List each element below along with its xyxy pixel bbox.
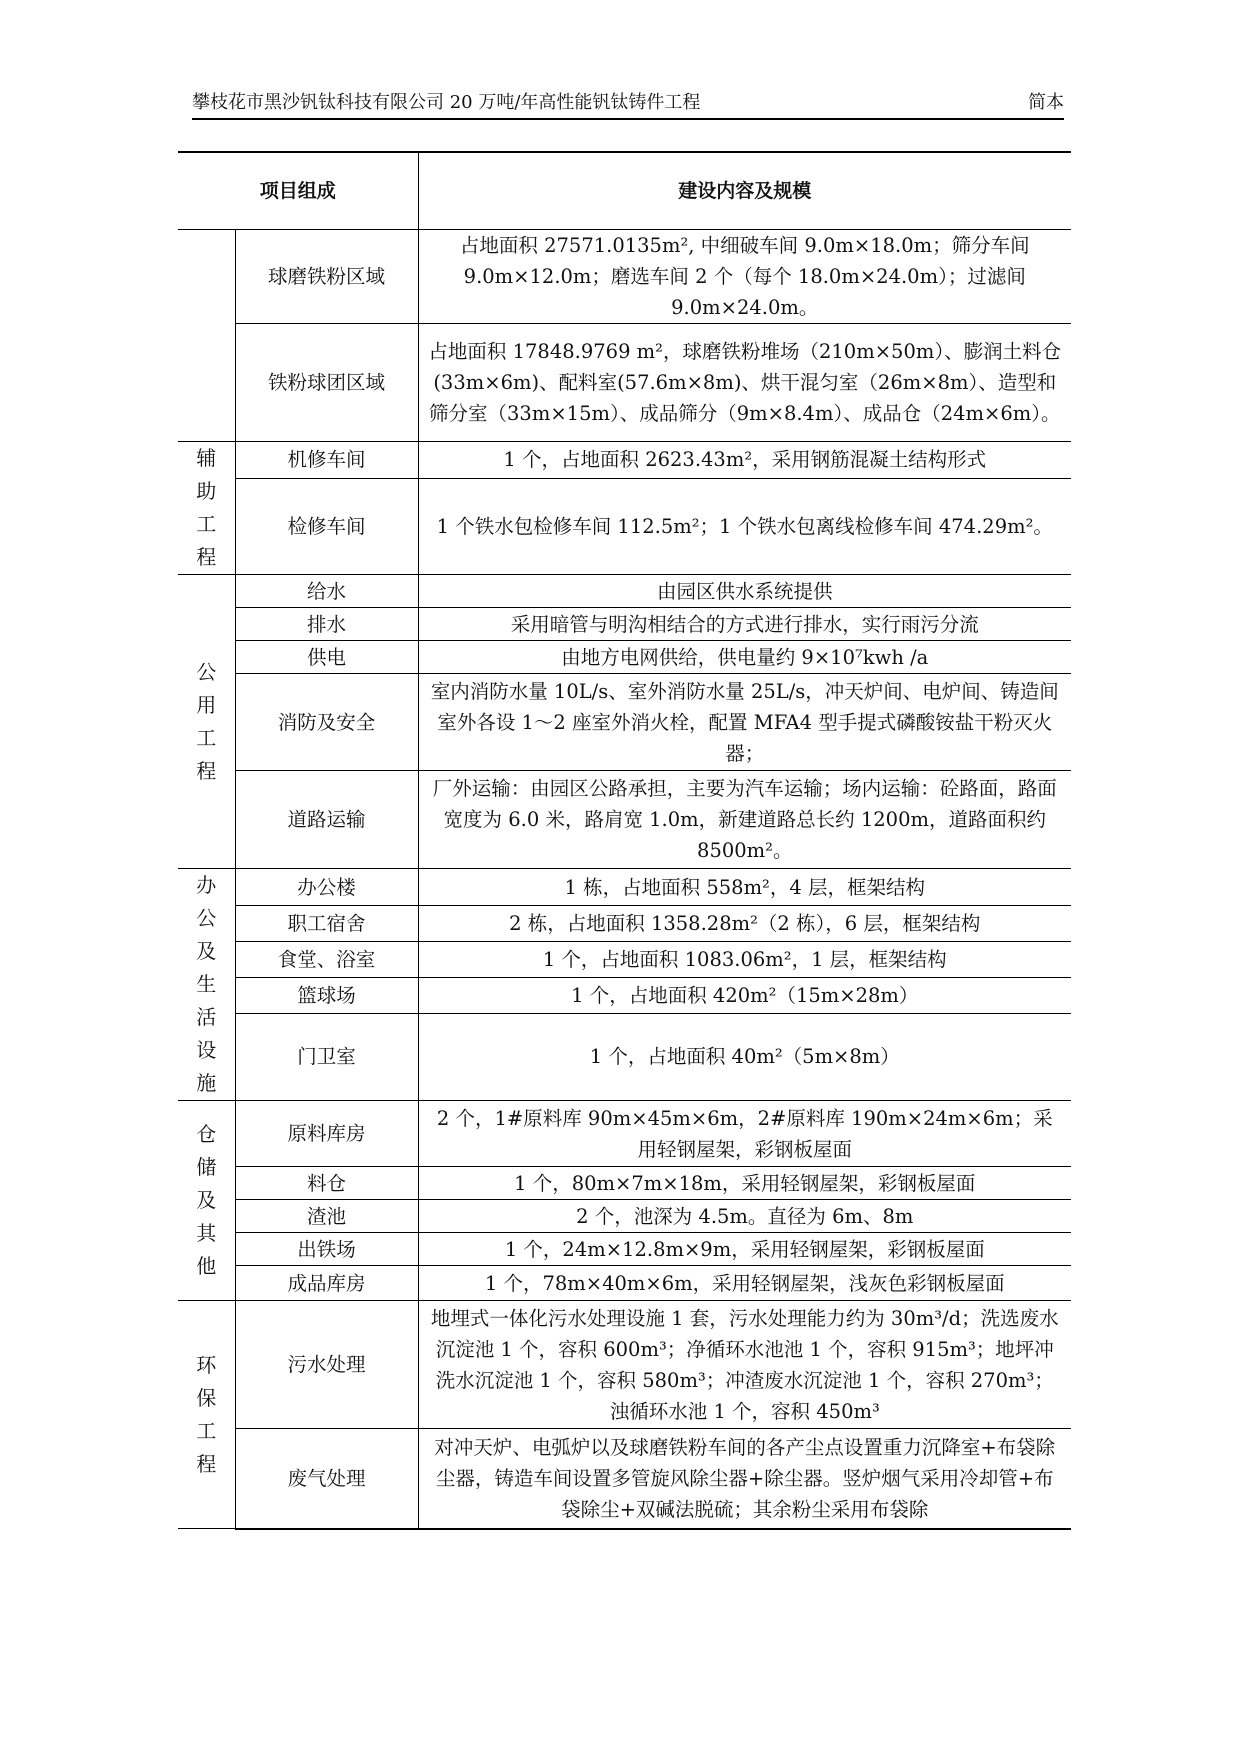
group-cell: 环保工程 [178,1301,235,1529]
content-cell: 地埋式一体化污水处理设施 1 套，污水处理能力约为 30m³/d；洗选废水沉淀池 1 个，容积 600m³；净循环水池池 1 个，容积 915m³；地坪冲洗水沉淀池 1 个，容积 580m³；冲渣废水沉淀池 1 个，容积 270m³；浊循环水池 1 个，容积 450m³ [418,1301,1071,1429]
content-cell: 1 个铁水包检修车间 112.5m²；1 个铁水包离线检修车间 474.29m²。 [418,478,1071,574]
content-cell: 1 个，占地面积 420m²（15m×28m） [418,977,1071,1013]
content-cell: 2 个，1#原料库 90m×45m×6m，2#原料库 190m×24m×6m；采用轻钢屋架，彩钢板屋面 [418,1101,1071,1167]
content-cell: 1 个，78m×40m×6m，采用轻钢屋架，浅灰色彩钢板屋面 [418,1266,1071,1301]
table-row [178,442,1071,479]
group-cell [178,230,235,442]
table-row [178,1167,1071,1200]
header-title: 攀枝花市黑沙钒钛科技有限公司 20 万吨/年高性能钒钛铸件工程 [192,92,701,113]
header-section-label: 简本 [1028,92,1064,113]
item-cell: 给水 [235,575,418,608]
table-row [178,1013,1071,1100]
table-row [178,941,1071,977]
group-cell: 公用工程 [178,575,235,869]
content-cell: 由地方电网供给，供电量约 9×10⁷kwh /a [418,641,1071,674]
item-cell: 食堂、浴室 [235,941,418,977]
item-cell: 铁粉球团区域 [235,324,418,442]
table-row [178,977,1071,1013]
page-header [192,88,1064,120]
item-cell: 办公楼 [235,869,418,906]
table-row [178,1101,1071,1167]
content-cell: 室内消防水量 10L/s、室外消防水量 25L/s，冲天炉间、电炉间、铸造间室外各设 1～2 座室外消火栓，配置 MFA4 型手提式磷酸铵盐干粉灭火器； [418,674,1071,771]
content-cell: 占地面积 17848.9769 m²，球磨铁粉堆场（210m×50m）、膨润土料仓(33m×6m)、配料室(57.6m×8m)、烘干混匀室（26m×8m）、造型和筛分室（33m×15m）、成品筛分（9m×8.4m）、成品仓（24m×6m）。 [418,324,1071,442]
item-cell: 料仓 [235,1167,418,1200]
table-row [178,906,1071,942]
item-cell: 球磨铁粉区域 [235,230,418,324]
header-content: 建设内容及规模 [418,152,1071,230]
content-cell: 1 个，占地面积 40m²（5m×8m） [418,1013,1071,1100]
item-cell: 职工宿舍 [235,906,418,942]
item-cell: 排水 [235,608,418,641]
item-cell: 检修车间 [235,478,418,574]
item-cell: 机修车间 [235,442,418,479]
table-row [178,1233,1071,1266]
item-cell: 废气处理 [235,1429,418,1529]
project-composition-table [178,151,1071,1530]
table-header-row [178,152,1071,230]
table-row [178,478,1071,574]
table-row [178,324,1071,442]
item-cell: 成品库房 [235,1266,418,1301]
table-row [178,869,1071,906]
content-cell: 采用暗管与明沟相结合的方式进行排水，实行雨污分流 [418,608,1071,641]
table-row [178,1200,1071,1233]
item-cell: 出铁场 [235,1233,418,1266]
group-cell: 辅助工程 [178,442,235,575]
item-cell: 供电 [235,641,418,674]
table-row [178,1429,1071,1529]
content-cell: 2 栋，占地面积 1358.28m²（2 栋），6 层，框架结构 [418,906,1071,942]
table-row [178,641,1071,674]
header-composition: 项目组成 [178,152,418,230]
content-cell: 1 个，24m×12.8m×9m，采用轻钢屋架，彩钢板屋面 [418,1233,1071,1266]
content-cell: 占地面积 27571.0135m², 中细破车间 9.0m×18.0m；筛分车间 9.0m×12.0m；磨选车间 2 个（每个 18.0m×24.0m）；过滤间 9.0m×24.0m。 [418,230,1071,324]
content-cell: 2 个，池深为 4.5m。直径为 6m、8m [418,1200,1071,1233]
item-cell: 篮球场 [235,977,418,1013]
content-cell: 由园区供水系统提供 [418,575,1071,608]
item-cell: 污水处理 [235,1301,418,1429]
group-cell: 仓储及其他 [178,1101,235,1301]
content-cell: 1 个，占地面积 2623.43m²，采用钢筋混凝土结构形式 [418,442,1071,479]
table-row [178,230,1071,324]
table-row [178,608,1071,641]
item-cell: 消防及安全 [235,674,418,771]
table-row [178,575,1071,608]
item-cell: 渣池 [235,1200,418,1233]
table-row [178,674,1071,771]
table-row [178,1301,1071,1429]
content-cell: 厂外运输：由园区公路承担，主要为汽车运输；场内运输：砼路面，路面宽度为 6.0 米，路肩宽 1.0m，新建道路总长约 1200m，道路面积约 8500m²。 [418,771,1071,869]
item-cell: 道路运输 [235,771,418,869]
table-row [178,1266,1071,1301]
content-cell: 1 栋，占地面积 558m²，4 层，框架结构 [418,869,1071,906]
content-cell: 1 个，占地面积 1083.06m²，1 层，框架结构 [418,941,1071,977]
group-cell: 办公及生活设施 [178,869,235,1101]
content-cell: 1 个，80m×7m×18m，采用轻钢屋架，彩钢板屋面 [418,1167,1071,1200]
item-cell: 门卫室 [235,1013,418,1100]
table-row [178,771,1071,869]
item-cell: 原料库房 [235,1101,418,1167]
content-cell: 对冲天炉、电弧炉以及球磨铁粉车间的各产尘点设置重力沉降室+布袋除尘器，铸造车间设置多管旋风除尘器+除尘器。竖炉烟气采用冷却管+布袋除尘+双碱法脱硫；其余粉尘采用布袋除 [418,1429,1071,1529]
